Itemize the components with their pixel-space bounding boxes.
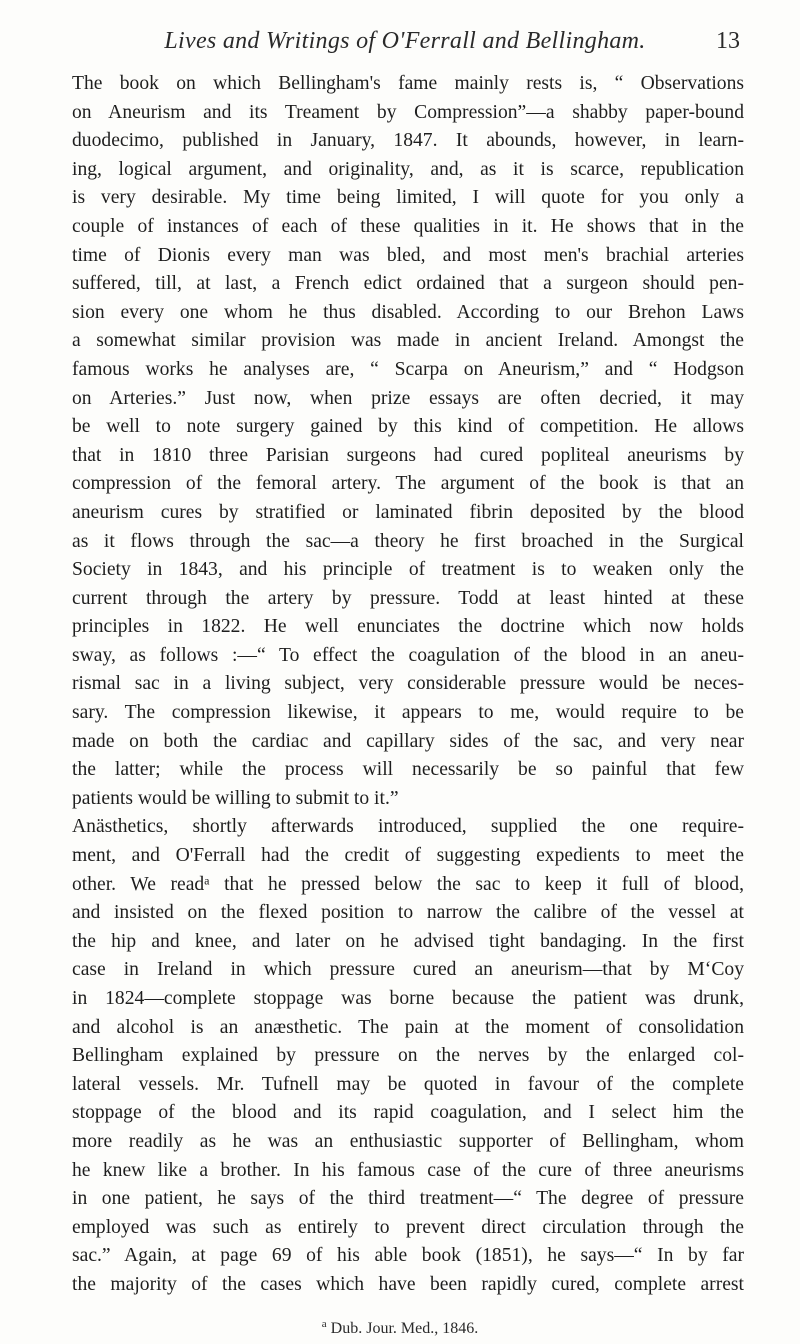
text-line: and insisted on the flexed position to narrow the calibre of the vessel at bbox=[72, 902, 744, 924]
text-line: principles in 1822. He well enunciates the doctrine which now holds bbox=[72, 616, 744, 638]
text-line: be well to note surgery gained by this kind of competition. He allows bbox=[72, 416, 744, 438]
text-line: lateral vessels. Mr. Tufnell may be quoted in favour of the complete bbox=[72, 1073, 744, 1095]
text-line: Society in 1843, and his principle of treatment is to weaken only the bbox=[72, 559, 744, 581]
text-line: sary. The compression likewise, it appears to me, would require to be bbox=[72, 702, 744, 724]
text-line: couple of instances of each of these qualities in it. He shows that in the bbox=[72, 215, 744, 237]
text-line: time of Dionis every man was bled, and most men's brachial arteries bbox=[72, 244, 744, 266]
text-line: sway, as follows :—“ To effect the coagulation of the blood in an aneu- bbox=[72, 644, 744, 666]
footnote-text: Dub. Jour. Med., 1846. bbox=[330, 1320, 479, 1337]
text-line: Anästhetics, shortly afterwards introduced, supplied the one require- bbox=[72, 816, 744, 838]
running-title: Lives and Writings of O'Ferrall and Bellingham. bbox=[164, 28, 646, 54]
text-line: The book on which Bellingham's fame mainly rests is, “ Observations bbox=[72, 73, 744, 94]
text-line: compression of the femoral artery. The argument of the book is that an bbox=[72, 473, 744, 495]
text-line: the hip and knee, and later on he advised tight bandaging. In the first bbox=[72, 930, 744, 952]
text-line: on Aneurism and its Treament by Compression”—a shabby paper-bound bbox=[72, 101, 744, 123]
text-line: and alcohol is an anæsthetic. The pain at the moment of consolidation bbox=[72, 1016, 744, 1038]
text-line: a somewhat similar provision was made in ancient Ireland. Amongst the bbox=[72, 330, 744, 352]
text-line: stoppage of the blood and its rapid coagulation, and I select him the bbox=[72, 1102, 744, 1124]
text-line: that in 1810 three Parisian surgeons had cured popliteal aneurisms by bbox=[72, 444, 744, 466]
text-line: duodecimo, published in January, 1847. It abounds, however, in learn- bbox=[72, 130, 744, 152]
footnote-marker: a bbox=[321, 1318, 327, 1330]
text-line: he knew like a brother. In his famous case of the cure of three aneurisms bbox=[72, 1159, 744, 1181]
text-line: made on both the cardiac and capillary sides of the sac, and very near bbox=[72, 730, 744, 752]
text-line: in 1824—complete stoppage was borne because the patient was drunk, bbox=[72, 988, 744, 1009]
text-line: on Arteries.” Just now, when prize essays are often decried, it may bbox=[72, 387, 744, 409]
paragraph-end-line: patients would be willing to submit to it.” bbox=[72, 787, 399, 809]
text-line: famous works he analyses are, “ Scarpa on Aneurism,” and “ Hodgson bbox=[72, 358, 744, 380]
text-line: sion every one whom he thus disabled. According to our Brehon Laws bbox=[72, 301, 744, 323]
text-line: current through the artery by pressure. Todd at least hinted at these bbox=[72, 587, 744, 609]
body-text bbox=[72, 70, 744, 1300]
text-line: ment, and O'Ferrall had the credit of suggesting expedients to meet the bbox=[72, 845, 744, 867]
text-line: sac.” Again, at page 69 of his able book (1851), he says—“ In by far bbox=[72, 1245, 744, 1267]
text-line: case in Ireland in which pressure cured an aneurism—that by M‘Coy bbox=[72, 959, 744, 981]
text-line: other. We readᵃ that he pressed below the sac to keep it full of blood, bbox=[72, 873, 744, 895]
text-line: ing, logical argument, and originality, and, as it is scarce, republication bbox=[72, 158, 744, 180]
text-line: rismal sac in a living subject, very considerable pressure would be neces- bbox=[72, 673, 744, 695]
text-line: the latter; while the process will necessarily be so painful that few bbox=[72, 759, 744, 781]
text-line: in one patient, he says of the third treatment—“ The degree of pressure bbox=[72, 1188, 744, 1210]
text-line: aneurism cures by stratified or laminated fibrin deposited by the blood bbox=[72, 501, 744, 523]
text-line: the majority of the cases which have been rapidly cured, complete arrest bbox=[72, 1273, 744, 1295]
page-number: 13 bbox=[716, 28, 740, 54]
running-head bbox=[70, 28, 740, 64]
text-line: as it flows through the sac—a theory he first broached in the Surgical bbox=[72, 530, 744, 552]
text-line: Bellingham explained by pressure on the nerves by the enlarged col- bbox=[72, 1045, 744, 1067]
text-line: suffered, till, at last, a French edict ordained that a surgeon should pen- bbox=[72, 273, 744, 295]
text-line: more readily as he was an enthusiastic supporter of Bellingham, whom bbox=[72, 1130, 744, 1152]
text-line: employed was such as entirely to prevent direct circulation through the bbox=[72, 1216, 744, 1238]
text-line: is very desirable. My time being limited, I will quote for you only a bbox=[72, 187, 744, 209]
footnote bbox=[0, 1318, 800, 1338]
